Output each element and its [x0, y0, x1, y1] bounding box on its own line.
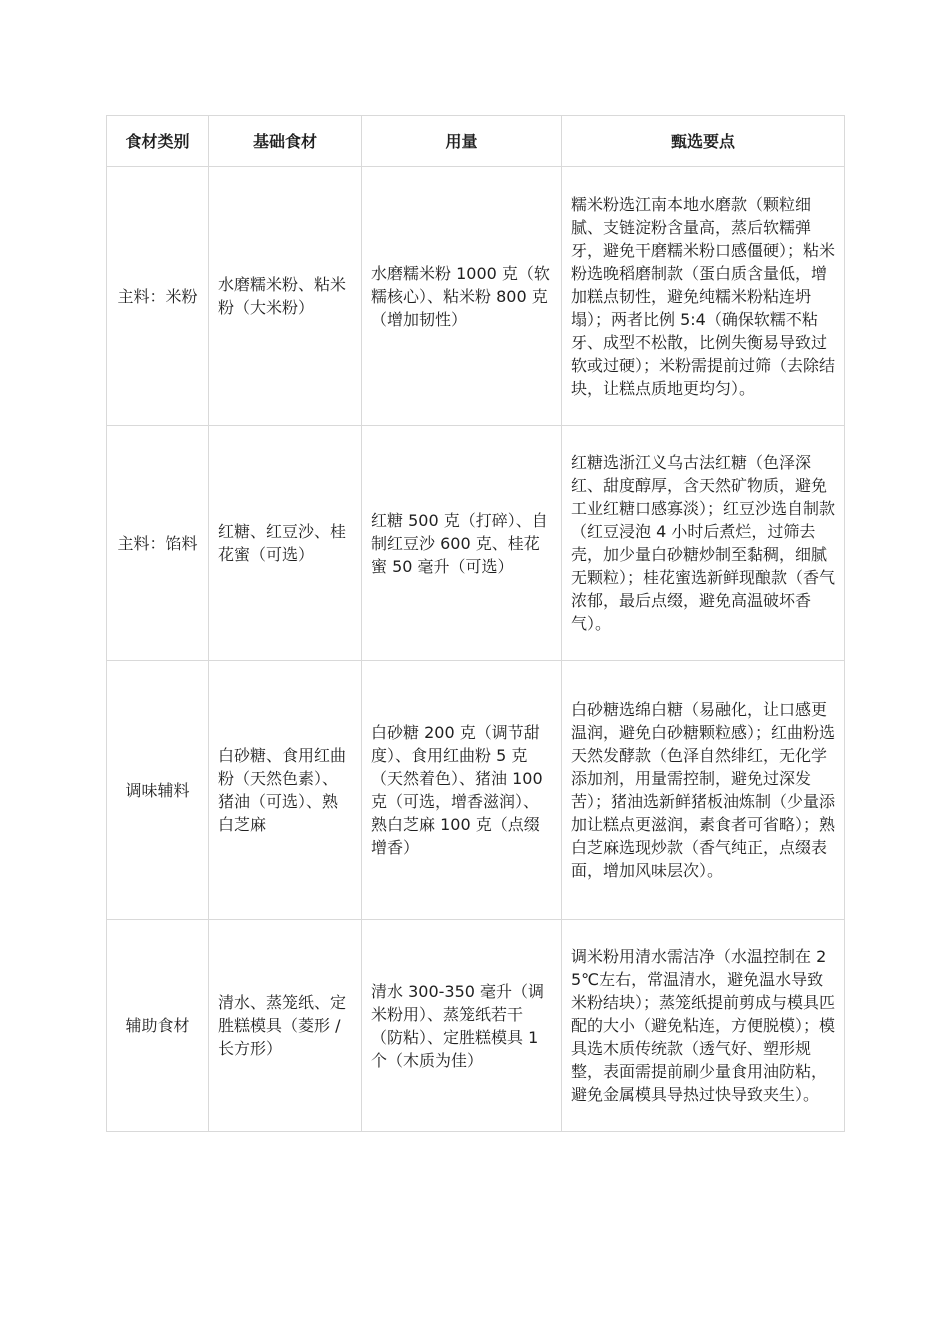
cell-amount: 红糖 500 克（打碎）、自制红豆沙 600 克、桂花蜜 50 毫升（可选）	[362, 426, 562, 661]
cell-ingredients: 清水、蒸笼纸、定胜糕模具（菱形 / 长方形）	[209, 920, 362, 1132]
table-body	[107, 167, 845, 1132]
ingredients-table	[106, 115, 845, 1132]
header-amount: 用量	[362, 116, 562, 167]
cell-notes: 白砂糖选绵白糖（易融化，让口感更温润，避免白砂糖颗粒感）；红曲粉选天然发酵款（色泽自然绯红，无化学添加剂，用量需控制，避免过深发苦）；猪油选新鲜猪板油炼制（少量添加让糕点更滋润，素食者可省略）；熟白芝麻选现炒款（香气纯正，点缀表面，增加风味层次）。	[562, 661, 845, 920]
table-row	[107, 426, 845, 661]
table-header	[107, 116, 845, 167]
cell-ingredients: 水磨糯米粉、粘米粉（大米粉）	[209, 167, 362, 426]
cell-category: 辅助食材	[107, 920, 209, 1132]
header-row	[107, 116, 845, 167]
table-row	[107, 167, 845, 426]
cell-notes: 红糖选浙江义乌古法红糖（色泽深红、甜度醇厚，含天然矿物质，避免工业红糖口感寡淡）；红豆沙选自制款（红豆浸泡 4 小时后煮烂，过筛去壳，加少量白砂糖炒制至黏稠，细腻无颗粒）；桂花蜜选新鲜现酿款（香气浓郁，最后点缀，避免高温破坏香气）。	[562, 426, 845, 661]
header-notes: 甄选要点	[562, 116, 845, 167]
cell-amount: 水磨糯米粉 1000 克（软糯核心）、粘米粉 800 克（增加韧性）	[362, 167, 562, 426]
cell-amount: 清水 300-350 毫升（调米粉用）、蒸笼纸若干（防粘）、定胜糕模具 1 个（木质为佳）	[362, 920, 562, 1132]
cell-ingredients: 白砂糖、食用红曲粉（天然色素）、猪油（可选）、熟白芝麻	[209, 661, 362, 920]
cell-category: 主料：米粉	[107, 167, 209, 426]
cell-notes: 糯米粉选江南本地水磨款（颗粒细腻、支链淀粉含量高，蒸后软糯弹牙，避免干磨糯米粉口感僵硬）；粘米粉选晚稻磨制款（蛋白质含量低，增加糕点韧性，避免纯糯米粉粘连坍塌）；两者比例 5:4（确保软糯不粘牙、成型不松散，比例失衡易导致过软或过硬）；米粉需提前过筛（去除结块，让糕点质地更均匀）。	[562, 167, 845, 426]
cell-notes: 调米粉用清水需洁净（水温控制在 25℃左右，常温清水，避免温水导致米粉结块）；蒸笼纸提前剪成与模具匹配的大小（避免粘连，方便脱模）；模具选木质传统款（透气好、塑形规整，表面需提前刷少量食用油防粘，避免金属模具导热过快导致夹生）。	[562, 920, 845, 1132]
cell-ingredients: 红糖、红豆沙、桂花蜜（可选）	[209, 426, 362, 661]
header-ingredients: 基础食材	[209, 116, 362, 167]
header-category: 食材类别	[107, 116, 209, 167]
cell-category: 调味辅料	[107, 661, 209, 920]
table-row	[107, 920, 845, 1132]
cell-category: 主料：馅料	[107, 426, 209, 661]
cell-amount: 白砂糖 200 克（调节甜度）、食用红曲粉 5 克（天然着色）、猪油 100 克（可选，增香滋润）、熟白芝麻 100 克（点缀增香）	[362, 661, 562, 920]
table-row	[107, 661, 845, 920]
